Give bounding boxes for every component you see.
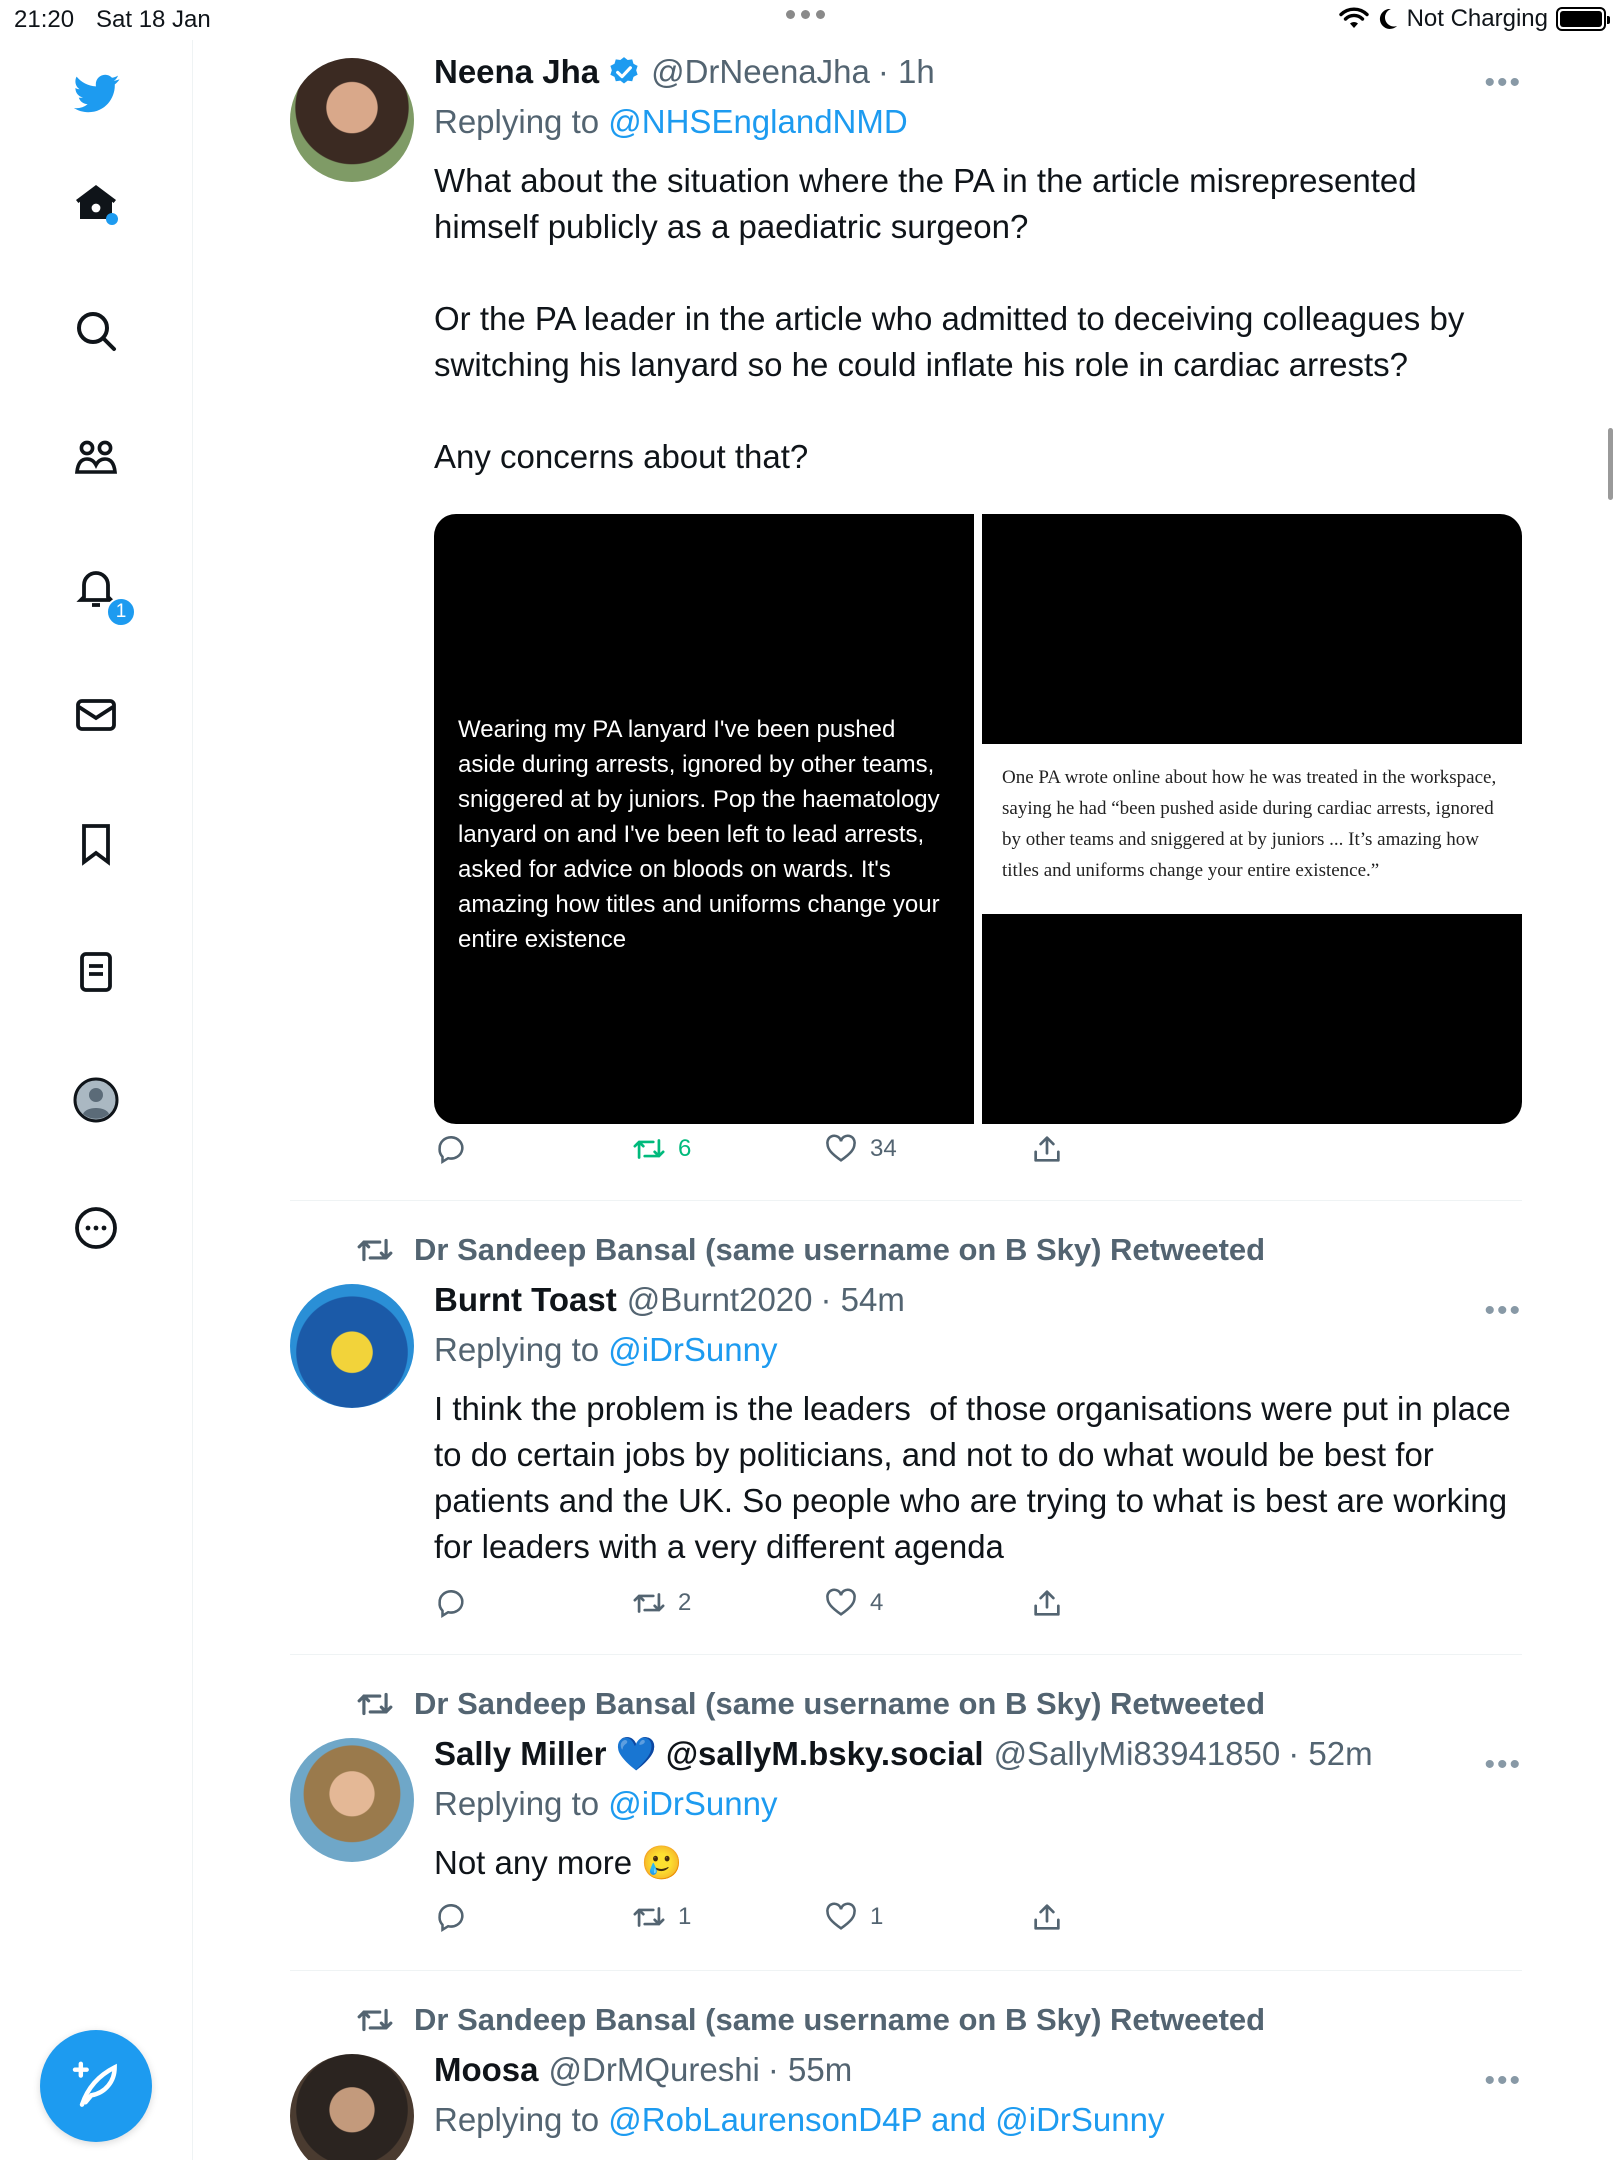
replying-to <box>434 1330 1522 1370</box>
tweet-separator <box>290 1970 1522 1971</box>
compose-tweet-button[interactable] <box>40 2030 152 2142</box>
avatar[interactable] <box>290 1284 414 1408</box>
communities-icon[interactable] <box>69 431 123 485</box>
tweet-actions <box>434 1132 1074 1172</box>
tweet-text: What about the situation where the PA in the article misrepresented himself publicly as a paediatric surgeon? Or the PA leader in the article who admitted to deceiving colleagues by switching his lanyard so he could inflate his role in cardiac arrests? Any concerns about that? <box>434 162 1465 475</box>
share-icon <box>1030 1900 1064 1934</box>
messages-icon[interactable] <box>69 688 123 742</box>
retweeted-by-text: Dr Sandeep Bansal (same username on B Sky) Retweeted <box>414 2002 1266 2037</box>
status-indicators <box>1339 5 1606 33</box>
retweet-button[interactable] <box>632 1586 691 1620</box>
more-options-icon[interactable]: ••• <box>1484 66 1522 99</box>
media-image-right[interactable] <box>982 514 1522 1124</box>
reply-mention[interactable]: @iDrSunny <box>608 1785 778 1822</box>
retweet-count: 6 <box>678 1135 692 1162</box>
like-button[interactable] <box>824 1132 897 1166</box>
reply-icon <box>434 1132 468 1166</box>
share-button[interactable] <box>1030 1586 1064 1620</box>
share-button[interactable] <box>1030 1900 1064 1934</box>
moon-icon <box>1377 7 1399 31</box>
retweet-button[interactable] <box>632 1132 691 1166</box>
replying-to <box>434 102 1522 142</box>
display-name[interactable]: Sally Miller 💙 @sallyM.bsky.social <box>434 1735 984 1772</box>
avatar[interactable] <box>290 1738 414 1862</box>
reply-prefix: Replying to <box>434 1331 609 1368</box>
battery-status-text: Not Charging <box>1406 5 1548 32</box>
replying-to <box>434 1784 1522 1824</box>
battery-icon <box>1556 7 1606 31</box>
avatar[interactable] <box>290 2054 414 2160</box>
handle[interactable]: @SallyMi83941850 <box>993 1735 1281 1772</box>
like-button[interactable] <box>824 1900 883 1934</box>
multitasking-dots-icon[interactable] <box>786 10 825 19</box>
retweeted-by[interactable] <box>290 2000 1522 2040</box>
retweet-icon <box>632 1132 666 1166</box>
status-date: Sat 18 Jan <box>96 6 211 33</box>
tweet-text: I think the problem is the leaders of those organisations were put in place to do certain jobs by politicians, and not to do what would be best for patients and the UK. So people who are trying to what is best are working for leaders with a very different agenda <box>434 1390 1520 1565</box>
retweeted-by-text: Dr Sandeep Bansal (same username on B Sky) Retweeted <box>414 1232 1266 1267</box>
media-right-text: One PA wrote online about how he was treated in the workspace, saying he had “been pushed aside during cardiac arrests, ignored by other teams and sniggered at by juniors ... It’s amazing how titles and uniforms change your entire existence.” <box>982 744 1522 914</box>
home-unread-dot <box>106 213 118 225</box>
status-time: 21:20 <box>14 6 75 33</box>
wifi-icon <box>1339 7 1369 31</box>
tweet-media[interactable] <box>434 514 1522 1124</box>
status-bar <box>0 0 1620 40</box>
like-button[interactable] <box>824 1586 883 1620</box>
retweet-icon <box>632 1900 666 1934</box>
search-icon[interactable] <box>69 304 123 358</box>
like-count: 4 <box>870 1589 884 1616</box>
retweet-count: 1 <box>678 1903 692 1930</box>
reply-mention[interactable]: @iDrSunny <box>608 1331 778 1368</box>
tweet-separator <box>290 1200 1522 1201</box>
retweeted-by-text: Dr Sandeep Bansal (same username on B Sky) Retweeted <box>414 1686 1266 1721</box>
tweet-text: Not any more 🥲 <box>434 1844 683 1881</box>
scroll-indicator[interactable] <box>1608 428 1613 500</box>
handle[interactable]: @DrNeenaJha <box>651 53 870 90</box>
twitter-logo-icon[interactable] <box>69 66 123 120</box>
notification-badge: 1 <box>106 597 136 627</box>
lists-icon[interactable] <box>69 945 123 999</box>
more-icon[interactable] <box>69 1201 123 1255</box>
media-image-left[interactable] <box>434 514 974 1124</box>
heart-icon <box>824 1900 858 1934</box>
reply-button[interactable] <box>434 1900 468 1934</box>
reply-mention[interactable]: @NHSEnglandNMD <box>608 103 908 140</box>
replying-to <box>434 2100 1522 2140</box>
bookmarks-icon[interactable] <box>69 817 123 871</box>
retweet-button[interactable] <box>632 1900 691 1934</box>
retweeted-by[interactable] <box>290 1684 1522 1724</box>
sidebar <box>0 40 193 2160</box>
reply-prefix: Replying to <box>434 2101 609 2138</box>
more-options-icon[interactable]: ••• <box>1484 2064 1522 2097</box>
reply-prefix: Replying to <box>434 103 609 140</box>
reply-button[interactable] <box>434 1132 468 1166</box>
retweet-icon <box>356 2001 394 2039</box>
media-left-text: Wearing my PA lanyard I've been pushed aside during arrests, ignored by other teams, sniggered at by juniors. Pop the haematology lanyard on and I've been left to lead arrests, asked for advice on bloods on wards. It's amazing how titles and uniforms change your entire existence <box>458 716 940 953</box>
more-options-icon[interactable]: ••• <box>1484 1748 1522 1781</box>
timestamp[interactable]: · 1h <box>877 53 935 90</box>
heart-icon <box>824 1586 858 1620</box>
tweet-actions <box>434 1900 1074 1940</box>
tweet-actions <box>434 1586 1074 1626</box>
more-options-icon[interactable]: ••• <box>1484 1294 1522 1327</box>
retweet-icon <box>632 1586 666 1620</box>
timestamp[interactable]: · 52m <box>1288 1735 1373 1772</box>
avatar[interactable] <box>290 58 414 182</box>
retweet-icon <box>356 1231 394 1269</box>
like-count: 1 <box>870 1903 884 1930</box>
reply-icon <box>434 1586 468 1620</box>
display-name[interactable]: Burnt Toast <box>434 1281 617 1318</box>
reply-button[interactable] <box>434 1586 468 1620</box>
handle[interactable]: @DrMQureshi <box>548 2051 760 2088</box>
display-name[interactable]: Moosa <box>434 2051 539 2088</box>
compose-feather-icon <box>68 2058 124 2114</box>
retweeted-by[interactable] <box>290 1230 1522 1270</box>
share-icon <box>1030 1586 1064 1620</box>
handle[interactable]: @Burnt2020 <box>626 1281 813 1318</box>
display-name[interactable]: Neena Jha <box>434 53 600 90</box>
reply-icon <box>434 1900 468 1934</box>
retweet-count: 2 <box>678 1589 692 1616</box>
reply-mention[interactable]: @RobLaurensonD4P and @iDrSunny <box>608 2101 1165 2138</box>
share-button[interactable] <box>1030 1132 1064 1166</box>
tweet-separator <box>290 1654 1522 1655</box>
verified-badge-icon <box>607 55 641 89</box>
reply-prefix: Replying to <box>434 1785 609 1822</box>
retweet-icon <box>356 1685 394 1723</box>
timestamp[interactable]: · 55m <box>767 2051 853 2088</box>
like-count: 34 <box>870 1135 897 1162</box>
timestamp[interactable]: · 54m <box>820 1281 905 1318</box>
heart-icon <box>824 1132 858 1166</box>
share-icon <box>1030 1132 1064 1166</box>
profile-icon[interactable] <box>69 1073 123 1127</box>
